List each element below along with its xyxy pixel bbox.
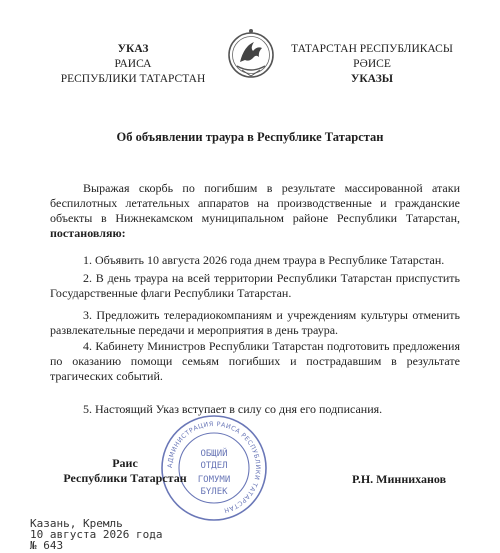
tatarstan-emblem-icon [226,24,276,86]
signature-title [50,456,200,486]
decree-item-3-text: 3. Предложить телерадиокомпаниям и учреждениям культуры отменить развлекательные передачи и мероприятия в день траура. [50,308,460,337]
stamp-ring-text: АДМИНИСТРАЦИЯ РАИСА РЕСПУБЛИКИ ТАТАРСТАН [166,420,262,514]
document-title: Об объявлении траура в Республике Татарстан [116,130,384,144]
decree-item-4-text: 4. Кабинету Министров Республики Татарстан подготовить предложения по оказанию помощи семьям погибших и пострадавшим в результате трагических событий. [50,339,460,383]
stamp-line3: ГОМУМИ [197,475,231,485]
signature-title-line2: Республики Татарстан [63,471,187,485]
footer-date: 10 августа 2026 года [30,528,163,541]
header-left-line1: УКАЗ [117,43,149,55]
decree-item-1 [50,253,460,268]
footer-place: Казань, Кремль [30,517,123,530]
signature-name: Р.Н. Минниханов [352,472,447,486]
stamp-line1: ОБЩИЙ [200,449,228,459]
decree-item-1-text: 1. Объявить 10 августа 2026 года днем траура в Республике Татарстан. [83,253,445,267]
intro-paragraph [50,181,460,241]
header-left-line3: РЕСПУБЛИКИ ТАТАРСТАН [60,73,206,85]
decree-item-5-text: 5. Настоящий Указ вступает в силу со дня его подписания. [83,402,383,416]
signature-title-line1: Раис [112,456,138,470]
header-right-block [282,42,462,87]
intro-text: Выражая скорбь по погибшим в результате массированной атаки беспилотных летательных аппаратов на производственные и гражданские объекты в Нижнекамском муниципальном районе Республики Татарстан, [50,181,460,225]
header-right-line1: ТАТАРСТАН РЕСПУБЛИКАСЫ [291,43,453,55]
header-left-block [48,42,218,87]
header-right-line2: РӘИСЕ [353,58,391,70]
decree-item-4 [50,339,460,384]
decree-item-2-text: 2. В день траура на всей территории Республики Татарстан приспустить Государственные флаги Республики Татарстан. [50,271,460,300]
header-left-line2: РАИСА [114,58,152,70]
intro-resolution-word: постановляю: [50,226,126,240]
decree-item-3 [50,308,460,338]
stamp-line4: БҮЛЕК [200,487,228,497]
footer-number: № 643 [30,539,64,552]
header-right-line3: УКАЗЫ [350,73,394,85]
decree-item-2 [50,271,460,301]
stamp-line2: ОТДЕЛ [200,461,228,471]
